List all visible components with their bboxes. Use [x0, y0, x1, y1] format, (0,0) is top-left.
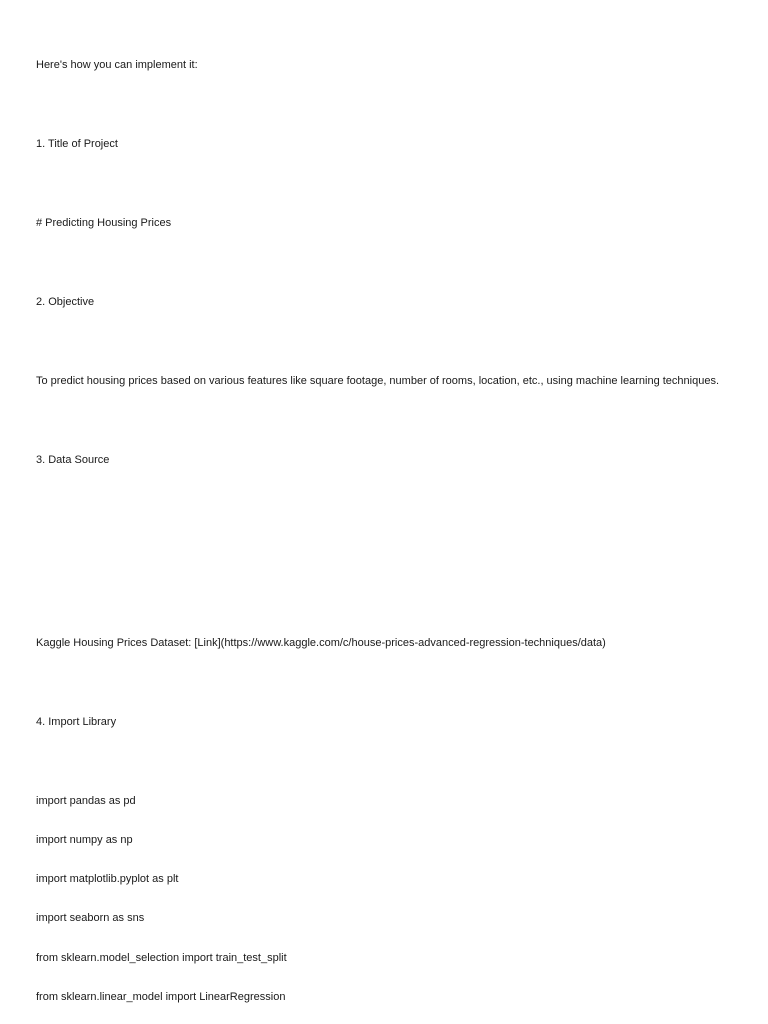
code-line: import numpy as np — [36, 834, 133, 846]
code-line: from sklearn.linear_model import LinearRegression — [36, 991, 286, 1003]
data-source-text: Kaggle Housing Prices Dataset: [Link](https://www.kaggle.com/c/house-prices-advanced-regression-techniques/data) — [36, 637, 606, 649]
code-line: import matplotlib.pyplot as plt — [36, 873, 179, 885]
section-data-source-heading: 3. Data Source — [36, 454, 110, 466]
section-title-heading: 1. Title of Project — [36, 138, 118, 150]
code-line: from sklearn.model_selection import train_test_split — [36, 952, 287, 964]
section-objective-heading: 2. Objective — [36, 296, 95, 308]
code-line: import pandas as pd — [36, 795, 136, 807]
code-line: import seaborn as sns — [36, 912, 145, 924]
project-title-text: # Predicting Housing Prices — [36, 217, 172, 229]
intro-text: Here's how you can implement it: — [36, 59, 198, 71]
section-import-heading: 4. Import Library — [36, 716, 117, 728]
objective-text: To predict housing prices based on various features like square footage, number of rooms, location, etc., using machine learning techniques. — [36, 375, 720, 387]
